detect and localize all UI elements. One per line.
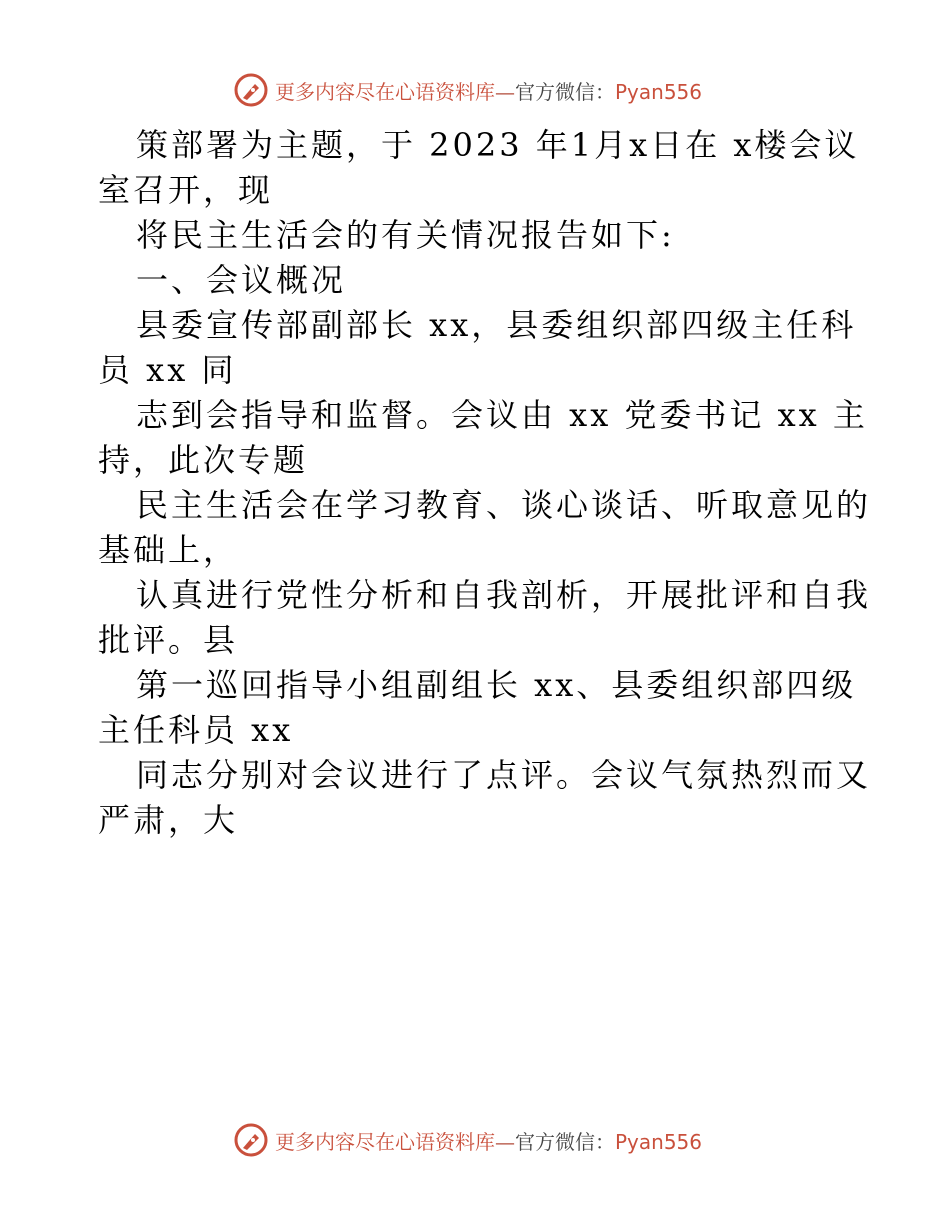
pen-nib-logo-icon (233, 1122, 269, 1158)
banner-text: 更多内容尽在心语资料库—官方微信：Pyan556 (275, 1129, 703, 1154)
paragraph-line: 持，此次专题 (98, 441, 309, 479)
paragraph-line: 第一巡回指导小组副组长 xx、县委组织部四级 (136, 666, 857, 704)
pen-nib-logo-icon (233, 72, 269, 108)
paragraph-line: 基础上， (98, 531, 239, 569)
paragraph-line: 志到会指导和监督。会议由 xx 党委书记 xx 主 (136, 396, 868, 434)
paragraph-line: 策部署为主题，于 2023 年1月x日在 x楼会议 (136, 126, 860, 164)
banner-text: 更多内容尽在心语资料库—官方微信：Pyan556 (275, 79, 703, 104)
paragraph-line: 民主生活会在学习教育、谈心谈话、听取意见的 (136, 486, 872, 524)
paragraph-line: 认真进行党性分析和自我剖析，开展批评和自我 (136, 576, 872, 614)
paragraph-line: 主任科员 xx (98, 711, 294, 749)
paragraph-line: 批评。县 (98, 621, 239, 659)
paragraph-line: 将民主生活会的有关情况报告如下: (136, 216, 675, 254)
footer-watermark-banner (233, 1120, 702, 1160)
paragraph-line: 同志分别对会议进行了点评。会议气氛热烈而又 (136, 756, 872, 794)
paragraph-line: 员 xx 同 (98, 351, 237, 389)
document-body (98, 123, 872, 843)
paragraph-line: 室召开，现 (98, 171, 274, 209)
paragraph-line: 严肃，大 (98, 801, 239, 839)
paragraph-line: 县委宣传部副部长 xx，县委组织部四级主任科 (136, 306, 857, 344)
section-heading: 一、会议概况 (136, 261, 347, 299)
header-watermark-banner (233, 70, 702, 110)
